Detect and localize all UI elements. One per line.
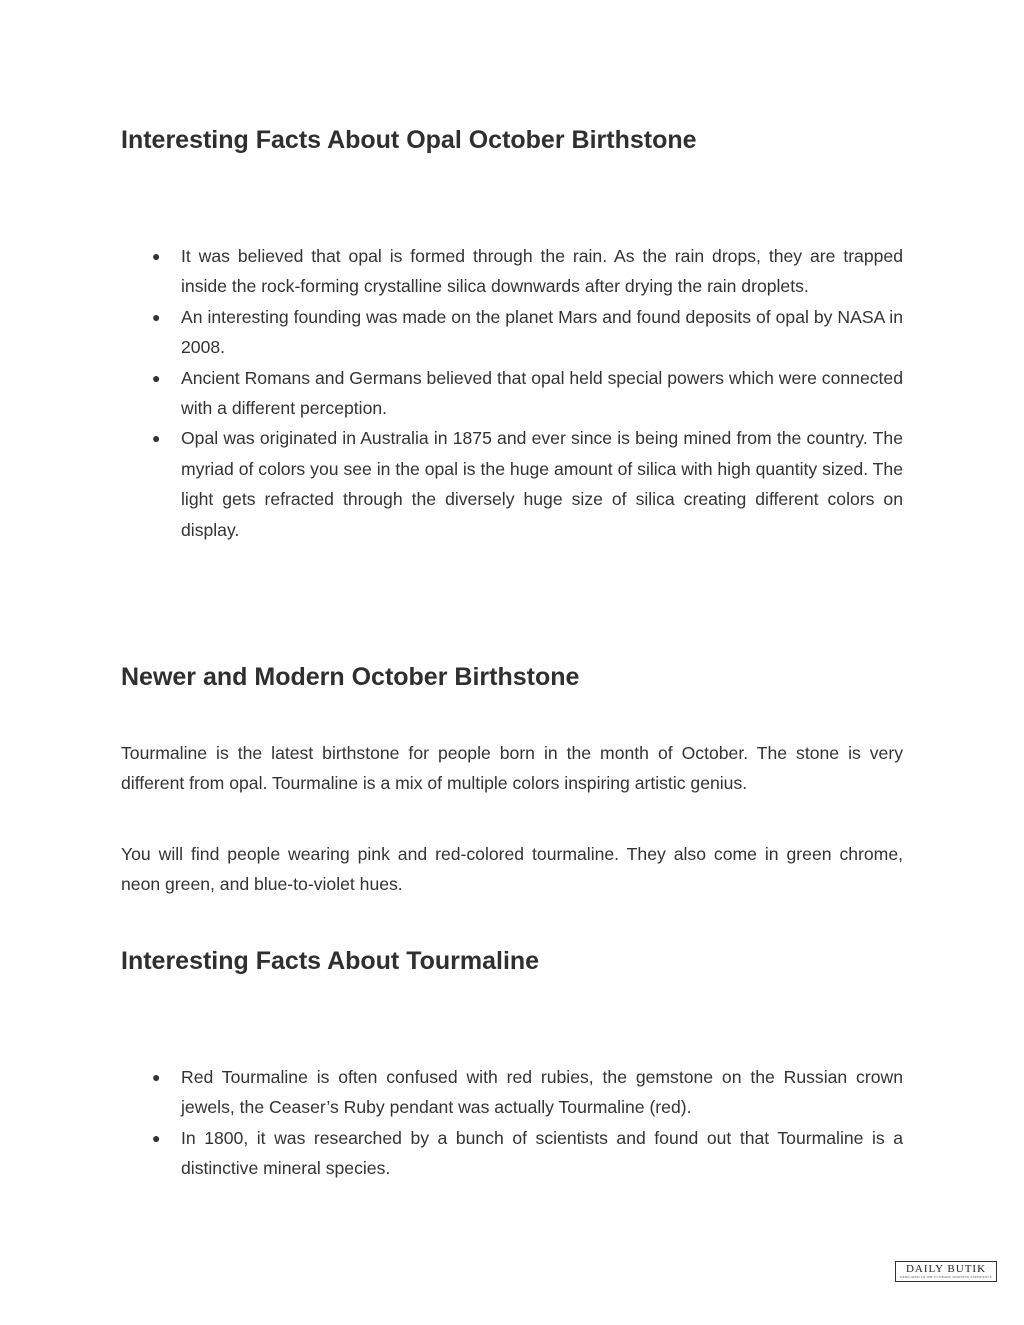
section-heading-tourmaline-facts: Interesting Facts About Tourmaline: [121, 947, 540, 975]
bullet-icon: ●: [152, 369, 161, 386]
bullet-icon: ●: [152, 248, 161, 264]
list-item: ● Ancient Romans and Germans believed that opal held special powers which were connected with a different perception.: [121, 363, 903, 424]
section-heading-opal-facts: Interesting Facts About Opal October Birthstone: [121, 126, 697, 154]
list-item: ● An interesting founding was made on the planet Mars and found deposits of opal by NASA in 2008.: [121, 302, 903, 363]
list-item: ● Red Tourmaline is often confused with red rubies, the gemstone on the Russian crown jewels, the Ceaser’s Ruby pendant was actually Tourmaline (red).: [121, 1062, 903, 1123]
logo-wordmark: DAILY BUTIK: [905, 1263, 987, 1275]
daily-butik-logo: [895, 1261, 997, 1282]
opal-facts-list: [121, 241, 903, 545]
list-item: ● Opal was originated in Australia in 1875 and ever since is being mined from the country. The myriad of colors you see in the opal is the huge amount of silica with high quantity sized. The light gets refracted through the diversely huge size of silica creating different colors on display.: [121, 423, 903, 545]
bullet-icon: ●: [152, 308, 161, 325]
logo-tagline: DEDICATED TO THE ULTIMATE SHOPPING EXPERIENCE: [900, 1275, 992, 1279]
paragraph-tourmaline-colors: You will find people wearing pink and red-colored tourmaline. They also come in green chrome, neon green, and blue-to-violet hues.: [121, 844, 903, 895]
tourmaline-facts-list: [121, 1062, 903, 1184]
bullet-icon: ●: [152, 1069, 161, 1085]
bullet-icon: ●: [152, 1129, 161, 1146]
list-item: ● In 1800, it was researched by a bunch of scientists and found out that Tourmaline is a distinctive mineral species.: [121, 1123, 903, 1184]
bullet-icon: ●: [152, 430, 161, 447]
paragraph-tourmaline-intro: Tourmaline is the latest birthstone for people born in the month of October. The stone is very different from opal. Tourmaline is a mix of multiple colors inspiring artistic genius.: [121, 743, 903, 794]
list-item: ● It was believed that opal is formed through the rain. As the rain drops, they are trapped inside the rock-forming crystalline silica downwards after drying the rain droplets.: [121, 241, 903, 302]
section-heading-modern-birthstone: Newer and Modern October Birthstone: [121, 663, 580, 691]
